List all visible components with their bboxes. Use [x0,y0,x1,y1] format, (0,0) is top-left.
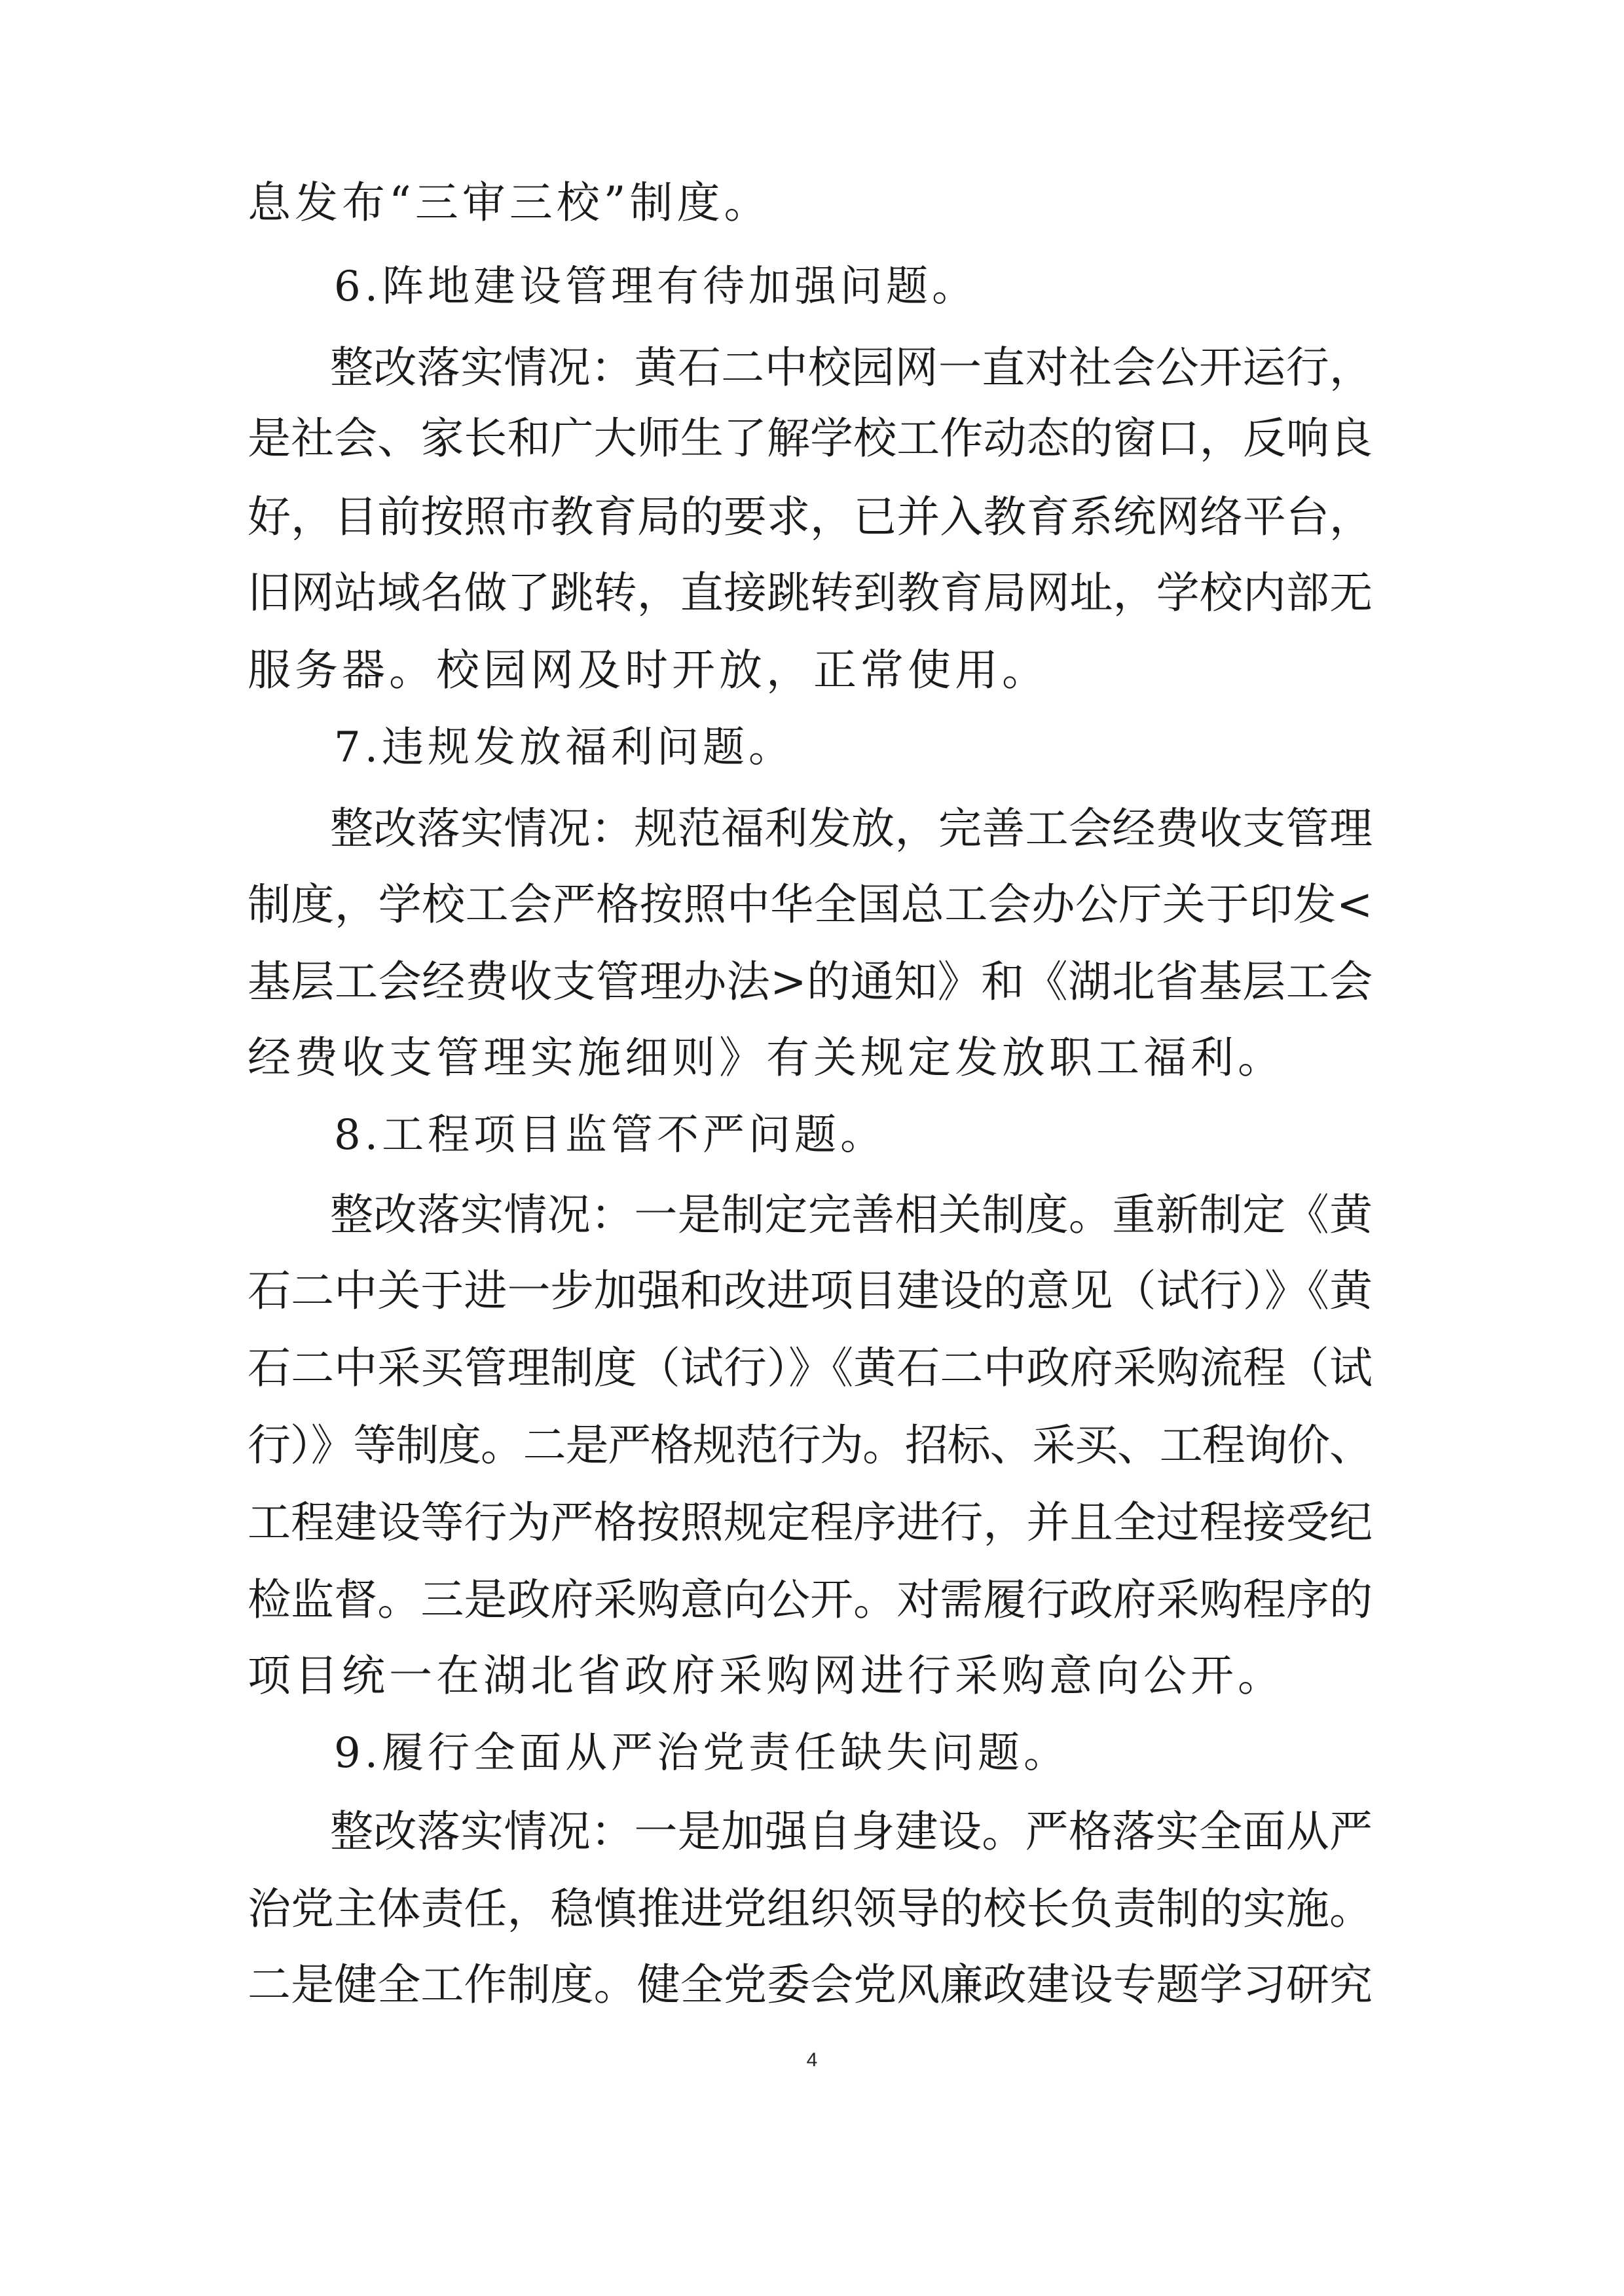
body-text-line: 制度，学校工会严格按照中华全国总工会办公厅关于印发< [248,879,1373,930]
body-text-line: 二是健全工作制度。健全党委会党风廉政建设专题学习研究 [248,1959,1373,2010]
body-text-line: 整改落实情况：一是加强自身建设。严格落实全面从严 [330,1806,1373,1857]
section-heading: 9.履行全面从严治党责任缺失问题。 [334,1729,1070,1777]
body-text-line: 项目统一在湖北省政府采购网进行采购意向公开。 [248,1650,1285,1701]
body-text-line: 工程建设等行为严格按照规定程序进行，并且全过程接受纪 [248,1497,1373,1548]
body-text-line: 整改落实情况：黄石二中校园网一直对社会公开运行， [330,342,1373,393]
page-number: 4 [806,2049,818,2071]
body-text-line: 检监督。三是政府采购意向公开。对需履行政府采购程序的 [248,1575,1373,1625]
body-text-line: 基层工会经费收支管理办法>的通知》和《湖北省基层工会 [248,957,1373,1007]
body-text-line: 石二中关于进一步加强和改进项目建设的意见（试行）》《黄 [248,1266,1373,1316]
body-text-line: 服务器。校园网及时开放，正常使用。 [248,645,1049,695]
body-text-line: 经费收支管理实施细则》有关规定发放职工福利。 [248,1032,1285,1083]
body-text-line: 整改落实情况：规范福利发放，完善工会经费收支管理 [330,803,1373,854]
body-text-line: 整改落实情况：一是制定完善相关制度。重新制定《黄 [330,1190,1373,1240]
section-heading: 7.违规发放福利问题。 [334,723,795,772]
body-text-line: 旧网站域名做了跳转，直接跳转到教育局网址，学校内部无 [248,568,1373,618]
body-text-line: 是社会、家长和广大师生了解学校工作动态的窗口，反响良 [248,413,1373,464]
section-heading: 8.工程项目监管不严问题。 [334,1111,887,1159]
body-text-line: 好，目前按照市教育局的要求，已并入教育系统网络平台， [248,492,1373,542]
section-heading: 6.阵地建设管理有待加强问题。 [334,263,978,311]
body-text-line: 治党主体责任，稳慎推进党组织领导的校长负责制的实施。 [248,1884,1373,1934]
body-text-line: 行）》等制度。二是严格规范行为。招标、采买、工程询价、 [248,1420,1372,1470]
body-text-line: 息发布“三审三校”制度。 [248,177,771,228]
body-text-line: 石二中采买管理制度（试行）》《黄石二中政府采购流程（试 [248,1343,1373,1393]
